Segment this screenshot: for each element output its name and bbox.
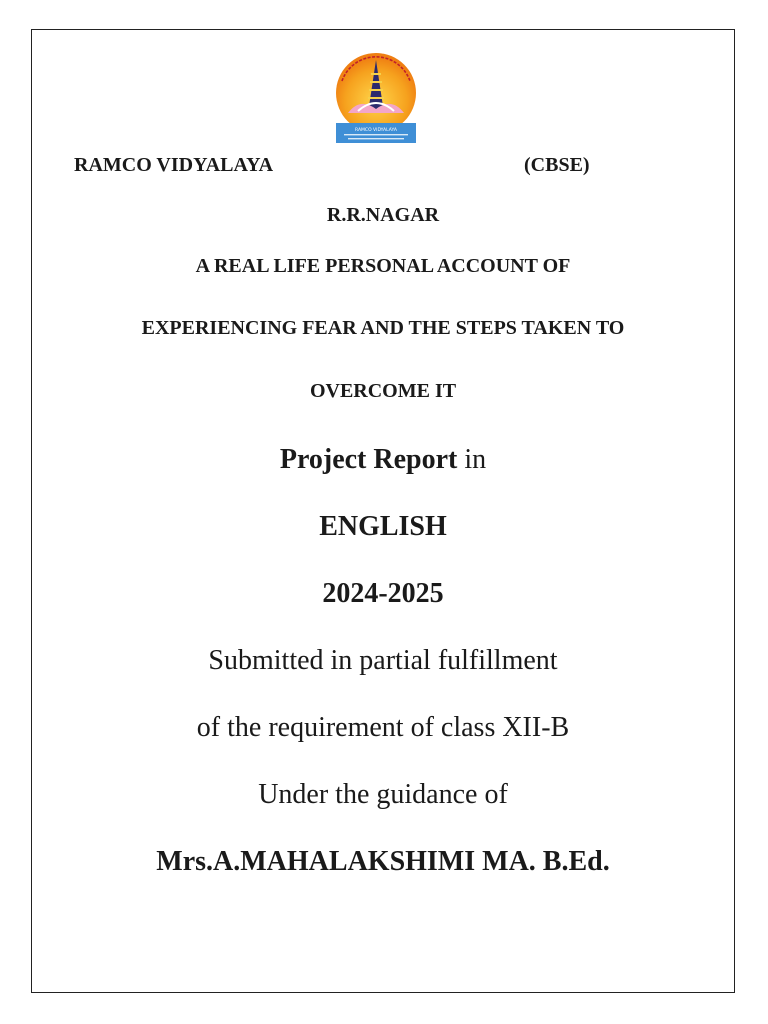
school-name: RAMCO VIDYALAYA [74,154,274,176]
academic-year: 2024-2025 [322,578,444,609]
submission-line-3: Under the guidance of [258,779,508,810]
project-report-suffix: in [457,444,487,475]
title-line-3: OVERCOME IT [309,380,457,402]
subject-name: ENGLISH [319,511,447,542]
school-logo [330,51,422,144]
title-line-1: A REAL LIFE PERSONAL ACCOUNT OF [195,255,571,277]
submission-line-1: Submitted in partial fulfillment [208,645,558,676]
guide-name: Mrs.A.MAHALAKSHIMI MA. B.Ed. [156,846,610,877]
project-report-line [31,444,735,476]
logo-caption: RAMCO VIDYALAYA [355,128,397,133]
school-header-row [74,154,614,180]
title-line-2: EXPERIENCING FEAR AND THE STEPS TAKEN TO [141,317,625,339]
board-label: (CBSE) [524,154,590,176]
school-location: R.R.NAGAR [326,204,440,226]
logo-banner [336,123,416,143]
project-report-label: Project Report [279,444,458,475]
submission-line-2: of the requirement of class XII-B [196,712,570,743]
